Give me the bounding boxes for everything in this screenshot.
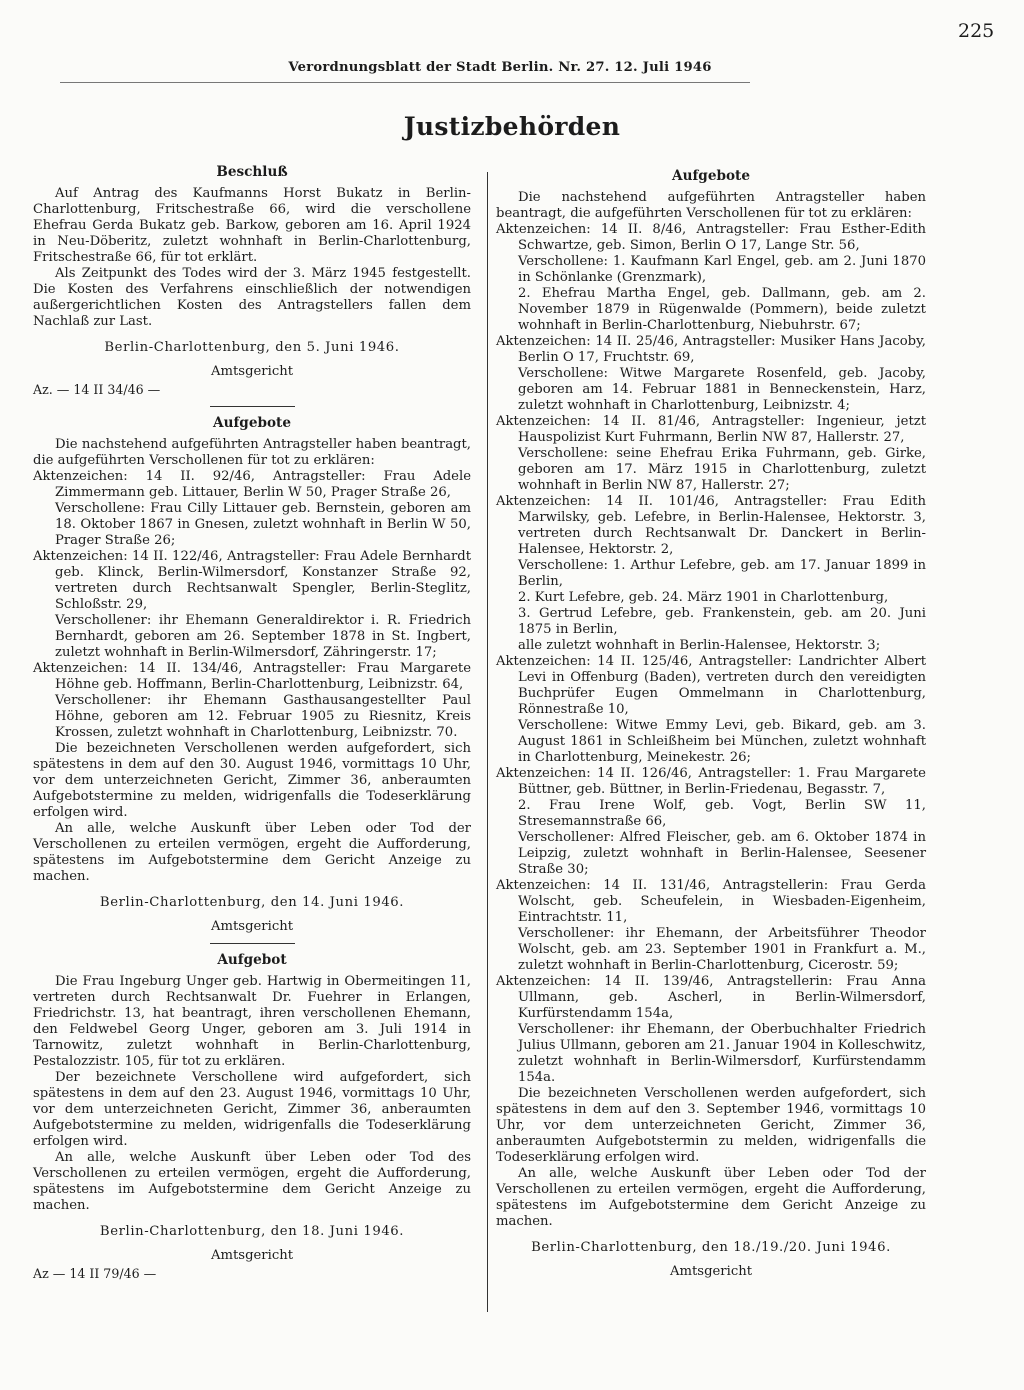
missing-person: Verschollener: ihr Ehemann, der Oberbuchhalter Friedrich Julius Ullmann, geboren am 21. Januar 1904 in Kolleschwitz, zuletzt wohnhaft in Berlin-Wilmersdorf, Kurfürstendamm 154a. [518, 1022, 926, 1085]
paragraph: An alle, welche Auskunft über Leben oder Tod der Verschollenen zu erteilen vermögen, ergeht die Aufforderung, spätestens im Aufgebotstermine dem Gericht Anzeige zu machen. [33, 821, 471, 884]
paragraph: Die nachstehend aufgeführten Antragsteller haben beantragt, die aufgeführten Verschollenen für tot zu erklären: [496, 190, 926, 221]
beschluss-section [33, 164, 471, 398]
missing-person: Verschollener: Alfred Fleischer, geb. am 6. Oktober 1874 in Leipzig, zuletzt wohnhaft in Berlin-Halensee, Seesener Straße 30; [518, 830, 926, 877]
column-divider [487, 172, 488, 1312]
paragraph: Als Zeitpunkt des Todes wird der 3. März 1945 festgestellt. Die Kosten des Verfahrens einschließlich der notwendigen außergerichtlichen Kosten des Antragstellers fallen dem Nachlaß zur Last. [33, 266, 471, 329]
missing-person: Verschollene: Frau Cilly Littauer geb. Bernstein, geboren am 18. Oktober 1867 in Gnesen, zuletzt wohnhaft in Berlin W 50, Prager Straße 26; [55, 501, 471, 548]
case-entry: Aktenzeichen: 14 II. 139/46, Antragstellerin: Frau Anna Ullmann, geb. Ascherl, in Berlin-Wilmersdorf, Kurfürstendamm 154a, [496, 974, 926, 1021]
case-entry: Aktenzeichen: 14 II. 125/46, Antragsteller: Landrichter Albert Levi in Offenburg (Baden), vertreten durch den vereidigten Buchprüfer Eugen Ommelmann in Charlottenburg, Rönnestraße 10, [496, 654, 926, 717]
section-title: Beschluß [216, 164, 288, 180]
paragraph: An alle, welche Auskunft über Leben oder Tod der Verschollenen zu erteilen vermögen, ergeht die Aufforderung, spätestens im Aufgebotstermine dem Gericht Anzeige zu machen. [496, 1166, 926, 1229]
missing-person: alle zuletzt wohnhaft in Berlin-Halensee, Hektorstr. 3; [518, 638, 881, 653]
section-title: Aufgebote [672, 168, 750, 184]
page-number: 225 [958, 20, 995, 42]
left-column [33, 164, 471, 1282]
missing-person: Verschollene: seine Ehefrau Erika Fuhrmann, geb. Girke, geboren am 17. März 1915 in Charlottenburg, zuletzt wohnhaft in Berlin NW 87, Hallerstr. 27; [518, 446, 926, 493]
file-reference: Az — 14 II 79/46 — [33, 1266, 157, 1281]
section-title: Aufgebote [213, 415, 291, 431]
place-date-signature: Berlin-Charlottenburg, den 18. Juni 1946. [99, 1224, 405, 1239]
case-entry: Aktenzeichen: 14 II. 122/46, Antragsteller: Frau Adele Bernhardt geb. Klinck, Berlin-Wilmersdorf, Konstanzer Straße 92, vertreten durch Rechtsanwalt Spengler, Berlin-Steglitz, Schloßstr. 29, [33, 549, 471, 612]
missing-person: Verschollene: Witwe Margarete Rosenfeld, geb. Jacoby, geboren am 14. Februar 1881 in Benneckenstein, Harz, zuletzt wohnhaft in Charlottenburg, Leibnizstr. 4; [518, 366, 926, 413]
section-rule [210, 406, 295, 407]
case-entry: Aktenzeichen: 14 II. 81/46, Antragsteller: Ingenieur, jetzt Hauspolizist Kurt Fuhrmann, Berlin NW 87, Hallerstr. 27, [496, 414, 926, 445]
case-entry: Aktenzeichen: 14 II. 25/46, Antragsteller: Musiker Hans Jacoby, Berlin O 17, Fruchtstr. 69, [496, 334, 926, 365]
place-date-signature: Berlin-Charlottenburg, den 18./19./20. Juni 1946. [531, 1240, 891, 1255]
court-name: Amtsgericht [210, 364, 294, 379]
header-rule [60, 82, 750, 83]
place-date-signature: Berlin-Charlottenburg, den 14. Juni 1946. [99, 895, 405, 910]
case-entry: Aktenzeichen: 14 II. 101/46, Antragsteller: Frau Edith Marwilsky, geb. Lefebre, in Berlin-Halensee, Hektorstr. 3, vertreten durch Rechtsanwalt Dr. Danckert in Berlin-Halensee, Hektorstr. 2, [496, 494, 926, 557]
court-name: Amtsgericht [210, 1248, 294, 1263]
missing-person: 2. Frau Irene Wolf, geb. Vogt, Berlin SW 11, Stresemannstraße 66, [518, 798, 926, 829]
paragraph: Die bezeichneten Verschollenen werden aufgefordert, sich spätestens in dem auf den 30. August 1946, vormittags 10 Uhr, vor dem unterzeichneten Gericht, Zimmer 36, anberaumten Aufgebotstermine zu melden, widrigenfalls die Todeserklärung erfolgen wird. [33, 741, 471, 820]
missing-person: 2. Ehefrau Martha Engel, geb. Dallmann, geb. am 2. November 1879 in Rügenwalde (Pommern), beide zuletzt wohnhaft in Berlin-Charlottenburg, Niebuhrstr. 67; [518, 286, 926, 333]
missing-person: 2. Kurt Lefebre, geb. 24. März 1901 in Charlottenburg, [518, 590, 889, 605]
case-entry: Aktenzeichen: 14 II. 8/46, Antragsteller: Frau Esther-Edith Schwartze, geb. Simon, Berlin O 17, Lange Str. 56, [496, 222, 926, 253]
case-entry: Aktenzeichen: 14 II. 134/46, Antragsteller: Frau Margarete Höhne geb. Hoffmann, Berlin-Charlottenburg, Leibnizstr. 64, [33, 661, 471, 692]
paragraph: An alle, welche Auskunft über Leben oder Tod des Verschollenen zu erteilen vermögen, ergeht die Aufforderung, spätestens im Aufgebotstermine dem Gericht Anzeige zu machen. [33, 1150, 471, 1213]
missing-person: Verschollener: ihr Ehemann, der Arbeitsführer Theodor Wolscht, geb. am 23. September 1901 in Frankfurt a. M., zuletzt wohnhaft in Berlin-Charlottenburg, Cicerostr. 59; [518, 926, 926, 973]
aufgebote-section [33, 415, 471, 935]
running-head: Verordnungsblatt der Stadt Berlin. Nr. 27. 12. Juli 1946 [288, 60, 712, 75]
page-title: Justizbehörden [403, 112, 621, 141]
missing-person: Verschollene: Witwe Emmy Levi, geb. Bikard, geb. am 3. August 1861 in Schleißheim bei München, zuletzt wohnhaft in Charlottenburg, Meinekestr. 26; [518, 718, 926, 765]
missing-person: Verschollene: 1. Arthur Lefebre, geb. am 17. Januar 1899 in Berlin, [518, 558, 926, 589]
case-entry: Aktenzeichen: 14 II. 131/46, Antragstellerin: Frau Gerda Wolscht, geb. Scheufelein, in Wiesbaden-Eigenheim, Eintrachtstr. 11, [496, 878, 926, 925]
court-name: Amtsgericht [210, 919, 294, 934]
file-reference: Az. — 14 II 34/46 — [33, 382, 161, 397]
paragraph: Der bezeichnete Verschollene wird aufgefordert, sich spätestens in dem auf den 23. August 1946, vormittags 10 Uhr, vor dem unterzeichneten Gericht, Zimmer 36, anberaumten Aufgebotstermine zu melden, widrigenfalls die Todeserklärung erfolgen wird. [33, 1070, 471, 1149]
section-title: Aufgebot [217, 952, 287, 968]
paragraph: Die nachstehend aufgeführten Antragsteller haben beantragt, die aufgeführten Verschollenen für tot zu erklären: [33, 437, 471, 468]
right-column [496, 168, 926, 1280]
missing-person: Verschollene: 1. Kaufmann Karl Engel, geb. am 2. Juni 1870 in Schönlanke (Grenzmark), [518, 254, 926, 285]
section-rule [210, 943, 295, 944]
case-entry: Aktenzeichen: 14 II. 92/46, Antragsteller: Frau Adele Zimmermann geb. Littauer, Berlin W 50, Prager Straße 26, [33, 469, 471, 500]
aufgebot-section [33, 952, 471, 1282]
paragraph: Auf Antrag des Kaufmanns Horst Bukatz in Berlin-Charlottenburg, Fritschestraße 66, wird die verschollene Ehefrau Gerda Bukatz geb. Barkow, geboren am 16. April 1924 in Neu-Döberitz, zuletzt wohnhaft in Berlin-Charlottenburg, Fritschestraße 66, für tot erklärt. [33, 186, 471, 265]
paragraph: Die Frau Ingeburg Unger geb. Hartwig in Obermeitingen 11, vertreten durch Rechtsanwalt Dr. Fuehrer in Erlangen, Friedrichstr. 13, hat beantragt, ihren verschollenen Ehemann, den Feldwebel Georg Unger, geboren am 3. Juli 1914 in Tarnowitz, zuletzt wohnhaft in Berlin-Charlottenburg, Pestalozzistr. 105, für tot zu erklären. [33, 974, 471, 1069]
case-entry: Aktenzeichen: 14 II. 126/46, Antragsteller: 1. Frau Margarete Büttner, geb. Büttner, in Berlin-Friedenau, Begasstr. 7, [496, 766, 926, 797]
missing-person: Verschollener: ihr Ehemann Generaldirektor i. R. Friedrich Bernhardt, geboren am 26. September 1878 in St. Ingbert, zuletzt wohnhaft in Berlin-Wilmersdorf, Zähringerstr. 17; [55, 613, 471, 660]
place-date-signature: Berlin-Charlottenburg, den 5. Juni 1946. [104, 340, 400, 355]
missing-person: Verschollener: ihr Ehemann Gasthausangestellter Paul Höhne, geboren am 12. Februar 1905 zu Riesnitz, Kreis Krossen, zuletzt wohnhaft in Charlottenburg, Leibnizstr. 70. [55, 693, 471, 740]
court-name: Amtsgericht [669, 1264, 753, 1279]
missing-person: 3. Gertrud Lefebre, geb. Frankenstein, geb. am 20. Juni 1875 in Berlin, [518, 606, 926, 637]
paragraph: Die bezeichneten Verschollenen werden aufgefordert, sich spätestens in dem auf den 3. September 1946, vormittags 10 Uhr, vor dem unterzeichneten Gericht, Zimmer 36, anberaumten Aufgebotstermin zu melden, widrigenfalls die Todeserklärung erfolgen wird. [496, 1086, 926, 1165]
